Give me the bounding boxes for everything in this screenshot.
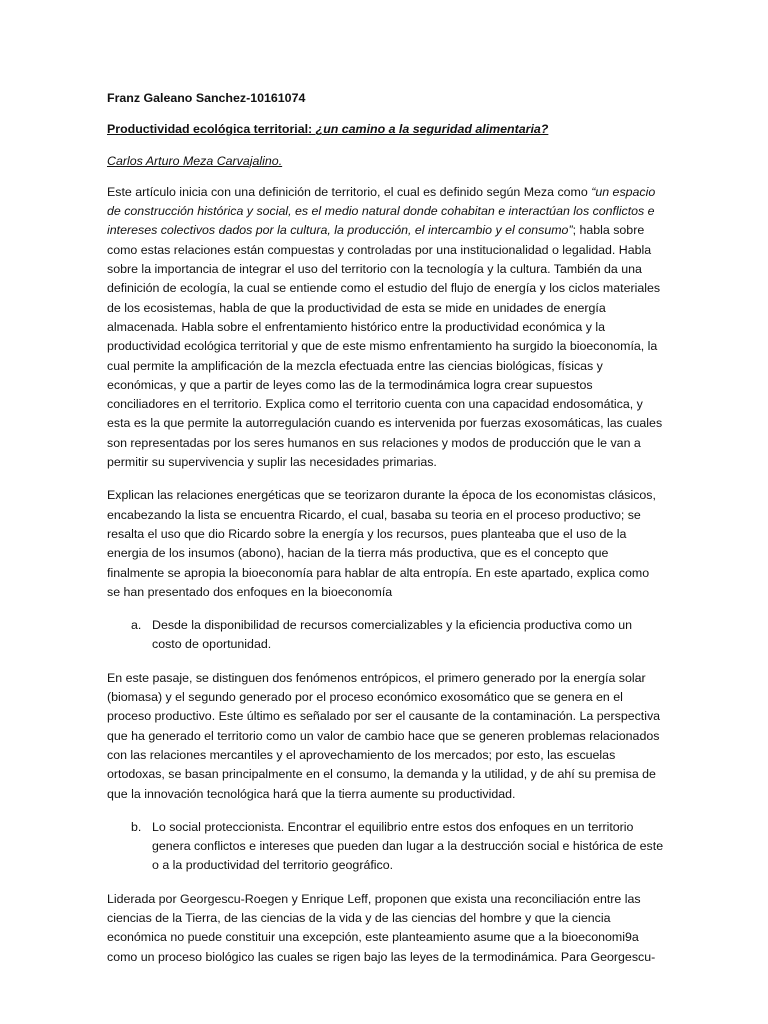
paragraph-4: Liderada por Georgescu-Roegen y Enrique Leff, proponen que exista una reconciliación entre las ciencias de la Tierra, de las ciencias de la vida y de las ciencias del hombre y que la ciencia económica no puede constituir una excepción, este planteamiento asume que a la bioeconomi9a como un proceso biológico las cuales se rigen bajo las leyes de la termodinámica. Para Georgescu-: [107, 891, 656, 964]
paragraph-1: [107, 183, 665, 472]
student-name: Franz Galeano Sanchez-10161074: [107, 91, 306, 105]
list-marker-a: a.: [131, 618, 142, 633]
document-page: [107, 89, 665, 981]
territory-definition-quote: “un espacio de construcción histórica y social, es el medio natural donde cohabitan e interactúan los conflictos e intereses colectivos dados por la cultura, la producción, el intercambio y el consumo”: [107, 184, 656, 238]
list-item-a: [107, 616, 665, 655]
title-plain: Productividad ecológica territorial:: [107, 122, 316, 137]
paragraph-1-lead: Este artículo inicia con una definición de territorio, el cual es definido según Meza como: [107, 184, 592, 199]
paragraph-1-rest: ; habla sobre como estas relaciones están compuestas y controladas por una institucionalidad o legalidad. Habla sobre la importancia de integrar el uso del territorio con la tecnología y la cultura. También da una definición de ecología, la cual se entiende como el estudio del flujo de energía y los ciclos materiales de los ecosistemas, habla de que la productividad de esta se mide en unidades de energía almacenada. Habla sobre el enfrentamiento histórico entre la productividad económica y la productividad ecológica territorial y que de este mismo enfrentamiento ha surgido la bioeconomía, la cual permite la amplificación de la mezcla efectuada entre las ciencias biológicas, físicas y económicas, y que a partir de leyes como las de la termodinámica logra crear supuestos conciliadores en el territorio. Explica como el territorio cuenta con una capacidad endosomática, y esta es la que permite la autorregulación cuando es intervenida por fuerzas exosomáticas, las cuales son representadas por los seres humanos en sus relaciones y modos de producción que le van a permitir su supervivencia y suplir las necesidades primarias.: [107, 223, 663, 470]
list-text-b: Lo social proteccionista. Encontrar el equilibrio entre estos dos enfoques en un territorio genera conflictos e intereses que pueden dan lugar a la destrucción social e histórica de este o a la productividad del territorio geográfico.: [152, 819, 664, 873]
list-marker-b: b.: [131, 819, 142, 834]
title-italic: ¿un camino a la seguridad alimentaria?: [315, 122, 549, 137]
paragraph-3: En este pasaje, se distinguen dos fenómenos entrópicos, el primero generado por la energía solar (biomasa) y el segundo generado por el proceso económico exosomático que se genera en el proceso productivo. Este último es señalado por ser el causante de la contaminación. La perspectiva que ha generado el territorio como un valor de cambio hace que se generen problemas relacionados con las relaciones mercantiles y el aprovechamiento de los mercados; por esto, las escuelas ortodoxas, se basan principalmente en el consumo, la demanda y la utilidad, y de ahí su premisa de que la innovación tecnológica hará que la tierra aumente su productividad.: [107, 670, 661, 801]
article-author: Carlos Arturo Meza Carvajalino.: [107, 153, 283, 168]
list-text-a: Desde la disponibilidad de recursos comercializables y la eficiencia productiva como un costo de oportunidad.: [152, 618, 633, 652]
article-title: [107, 120, 665, 139]
list-item-b: [107, 818, 665, 876]
paragraph-2: Explican las relaciones energéticas que se teorizaron durante la época de los economistas clásicos, encabezando la lista se encuentra Ricardo, el cual, basaba su teoria en el proceso productivo; se resalta el uso que dio Ricardo sobre la energía y los recursos, pues planteaba que el uso de la energia de los insumos (abono), hacian de la tierra más productiva, que es el concepto que finalmente se apropia la bioeconomía para hablar de alta entropía. En este apartado, explica como se han presentado dos enfoques en la bioeconomía: [107, 488, 656, 599]
